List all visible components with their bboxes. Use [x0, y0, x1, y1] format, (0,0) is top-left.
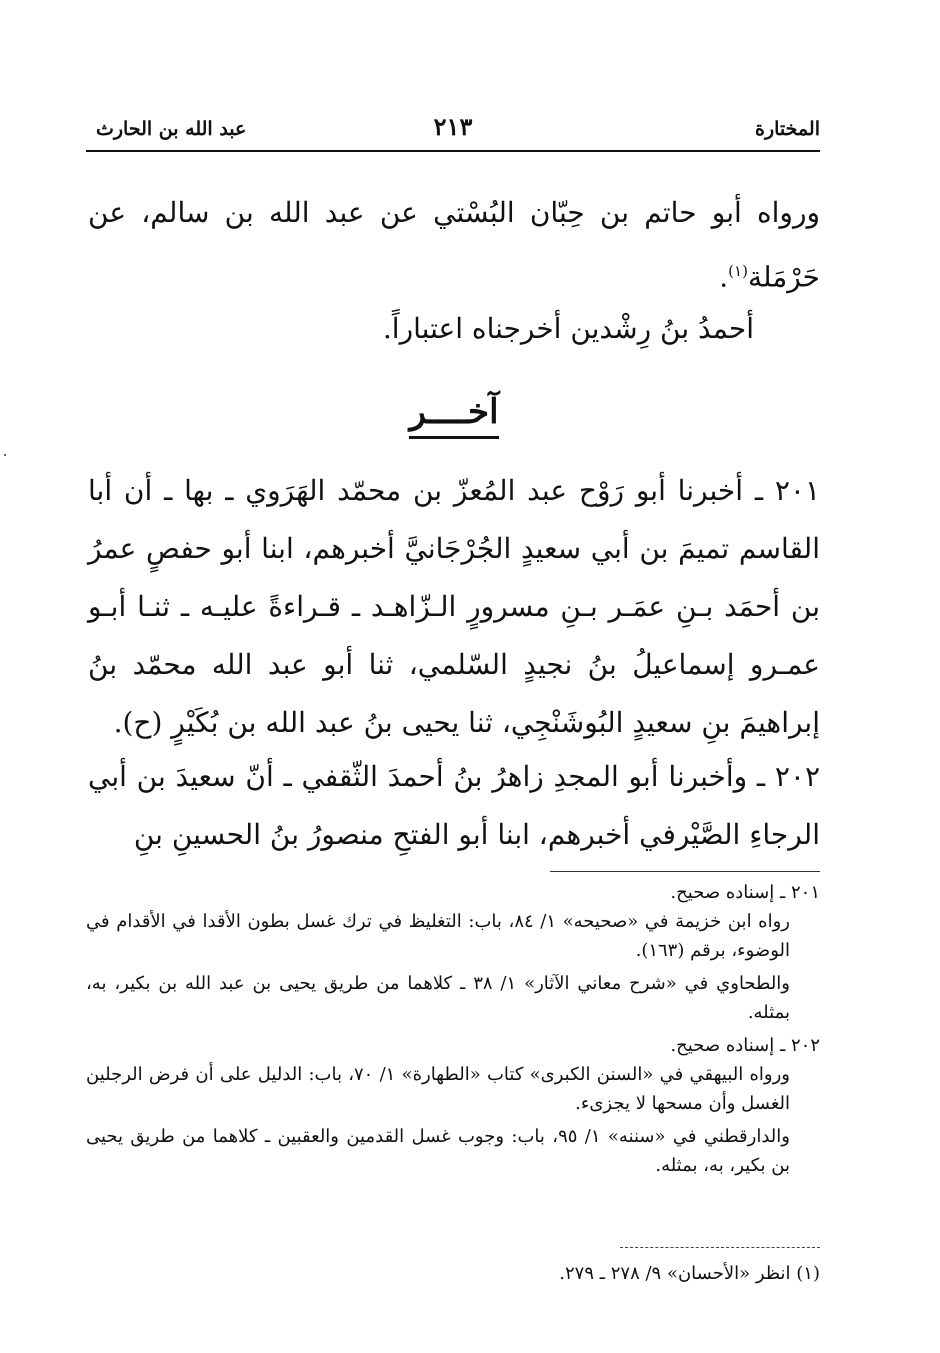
scan-mark [4, 454, 6, 456]
footnote-rule [550, 871, 820, 872]
hadith-entry-202 [88, 748, 820, 864]
hadith-entry-201 [88, 462, 820, 752]
footnotes [86, 878, 820, 1184]
narrator-note-text: أحمدُ بنُ رِشْدين أخرجناه اعتباراً. [382, 312, 754, 345]
book-title: المختارة [755, 118, 820, 140]
page-header [86, 112, 820, 148]
narrator-note [88, 300, 820, 358]
footnote-item: والدارقطني في «سننه» ١/ ٩٥، باب: وجوب غسل القدمين والعقبين ـ كلاهما من طريق يحيى بن بكير، به، بمثله. [86, 1126, 790, 1176]
page-number: ٢١٣ [433, 112, 473, 141]
section-title: آخــــر [409, 392, 498, 439]
reference-note-text: (١) انظر «الأحسان» ٩/ ٢٧٨ ـ ٢٧٩. [559, 1263, 820, 1284]
section-heading [88, 392, 820, 439]
footnote-head: ٢٠٢ ـ إسناده صحيح. [670, 1035, 820, 1056]
footnote-item: رواه ابن خزيمة في «صحيحه» ١/ ٨٤، باب: التغليظ في ترك غسل بطون الأقدا في الأقدام في الوضوء، برقم (١٦٣). [86, 911, 790, 961]
chapter-title: عبد الله بن الحارث [96, 118, 247, 140]
hadith-text: ٢٠٢ ـ وأخبرنا أبو المجدِ زاهرُ بنُ أحمدَ الثّقفي ـ أنّ سعيدَ بن أبي الرجاءِ الصَّيْرفي أخبرهم، ابنا أبو الفتحِ منصورُ بنُ الحسينِ بنِ [88, 760, 820, 851]
hadith-text: ٢٠١ ـ أخبرنا أبو رَوْح عبد المُعزّ بن محمّد الهَرَوي ـ بها ـ أن أبا القاسم تميمَ بن أبي سعيدٍ الجُرْجَانيَّ أخبرهم، ابنا أبو حفصٍ عمرُ بن أحمَد بـنِ عمَـر بـنِ مسرورٍ الـزّاهـد ـ قـراءةً عليـه ـ ثنـا أبـو عمـرو إسماعيلُ بنُ نجيدٍ السّلمي، ثنا أبو عبد الله محمّد بنُ إبراهيمَ بنِ سعيدٍ البُوشَنْجِي، ثنا يحيى بنُ عبد الله بن بُكَيْرٍ (ح). [88, 474, 820, 739]
reference-footnote [86, 1260, 820, 1288]
footnote-item: ورواه البيهقي في «السنن الكبرى» كتاب «الطهارة» ١/ ٧٠، باب: الدليل على أن فرض الرجلين الغسل وأن مسحها لا يجزىء. [86, 1064, 790, 1114]
intro-text: ورواه أبو حاتم بن حِبّان البُسْتي عن عبد الله بن سالم، عن حَرْمَلة$^{(١)}$. [88, 196, 820, 294]
footnote-head: ٢٠١ ـ إسناده صحيح. [670, 882, 820, 903]
header-rule [86, 150, 820, 152]
footnote-ref: (١) [728, 262, 748, 280]
footnote-dashed-rule [620, 1247, 820, 1248]
intro-paragraph [88, 184, 820, 306]
footnote-item: والطحاوي في «شرح معاني الآثار» ١/ ٣٨ ـ كلاهما من طريق يحيى بن عبد الله بن بكير، به، بمثله. [86, 973, 790, 1023]
